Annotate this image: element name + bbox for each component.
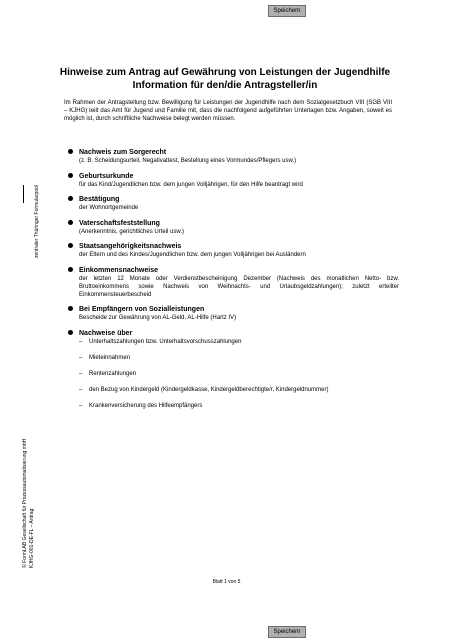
save-button-top[interactable]: Speichern — [268, 5, 306, 17]
item-heading: Vaterschaftsfeststellung — [79, 219, 160, 227]
title-line-2: Information für den/die Antragsteller/in — [132, 80, 318, 91]
list-item — [64, 329, 399, 410]
page-number: Blatt 1 von 5 — [212, 579, 241, 585]
sidebar-copyright-label: © FormLAB Gesellschaft für Prozessautomatisierung mbH — [22, 438, 28, 568]
list-item — [64, 305, 399, 322]
sidebar-form-code: KJHG-001-DE-FL – Antrag — [29, 508, 35, 568]
bullet-icon — [68, 306, 73, 311]
list-item — [64, 148, 399, 165]
sub-item-label: Krankenversicherung des Hilfeempfängers — [89, 402, 203, 409]
item-heading: Staatsangehörigkeitsnachweis — [79, 243, 182, 250]
item-description: der Eltern und des Kindes/Jugendlichen bzw. dem jungen Volljährigen bei Ausländern — [79, 252, 306, 258]
sub-item — [79, 354, 399, 362]
list-item — [64, 219, 399, 236]
list-item — [64, 266, 399, 299]
dash-icon: – — [79, 354, 83, 361]
bullet-icon — [68, 267, 73, 272]
sub-item — [79, 370, 399, 378]
dash-icon: – — [79, 370, 83, 377]
sub-item-label: Unterhaltszahlungen bzw. Unterhaltsvorschusszahlungen — [89, 338, 242, 345]
item-description: Bescheide zur Gewährung von AL-Geld, AL-Hilfe (Hartz IV) — [79, 315, 237, 321]
sidebar-divider — [23, 185, 24, 203]
list-item — [64, 195, 399, 212]
dash-icon: – — [79, 402, 83, 409]
item-description: (z. B. Scheidungsurteil, Negativattest, Bestellung eines Vormundes/Pflegers usw.) — [79, 158, 297, 164]
intro-paragraph: Im Rahmen der Antragstellung bzw. Bewilligung für Leistungen der Jugendhilfe nach dem Sozialgesetzbuch VIII (SGB VIII – KJHG) teilt das Amt für Jugend und Familie mit, dass die nachfolgend aufgeführten Unterlagen bzw. Angaben, soweit es möglich ist, durch schriftliche Nachweise belegt werden müssen. — [64, 100, 392, 122]
dash-icon: – — [79, 338, 83, 345]
bullet-icon — [68, 243, 73, 248]
sub-item — [79, 338, 399, 346]
item-heading: Nachweis zum Sorgerecht — [79, 149, 167, 156]
item-heading: Nachweise über — [79, 329, 133, 337]
item-description: für das Kind/Jugendlichen bzw. dem jungen Volljährigen, für den Hilfe beantragt wird — [79, 181, 303, 188]
bullet-icon — [68, 173, 73, 178]
item-description: der letzten 12 Monate oder Verdienstbescheinigung Dezember (Nachweis des monatlichen Netto- bzw. Bruttoeinkommens sowie Nachweis von Weihnachts- und Urlaubsgeldzahlungen); zuletzt erteilter Einkommensteuerbescheid — [79, 275, 399, 298]
item-heading: Geburtsurkunde — [79, 172, 134, 180]
save-button-bottom[interactable]: Speichern — [268, 626, 306, 638]
bullet-icon — [68, 196, 73, 201]
sub-item-label: Rentenzahlungen — [89, 370, 137, 377]
list-item — [64, 172, 399, 189]
sub-item — [79, 386, 399, 394]
item-heading: Bestätigung — [79, 196, 120, 203]
sub-item-label: den Bezug von Kindergeld (Kindergeldkasse, Kindergeldberechtigte/r, Kindergeldnummer) — [89, 386, 329, 393]
page-title — [55, 66, 395, 92]
item-description: (Anerkenntnis, gerichtliches Urteil usw.) — [79, 228, 185, 235]
item-heading: Bei Empfängern von Sozialleistungen — [79, 306, 205, 313]
title-line-1: Hinweise zum Antrag auf Gewährung von Leistungen der Jugendhilfe — [59, 67, 391, 78]
bullet-icon — [68, 220, 73, 225]
sub-item — [79, 402, 399, 410]
requirements-list — [64, 148, 399, 418]
sidebar-formpool-label: zentraler Thüringer Formularpool — [34, 185, 40, 258]
item-description: der Wohnortgemeinde — [79, 205, 139, 211]
dash-icon: – — [79, 386, 83, 393]
item-heading: Einkommensnachweise — [79, 266, 158, 274]
sub-item-label: Mieteinnahmen — [89, 354, 131, 361]
bullet-icon — [68, 330, 73, 335]
bullet-icon — [68, 149, 73, 154]
list-item — [64, 242, 399, 259]
